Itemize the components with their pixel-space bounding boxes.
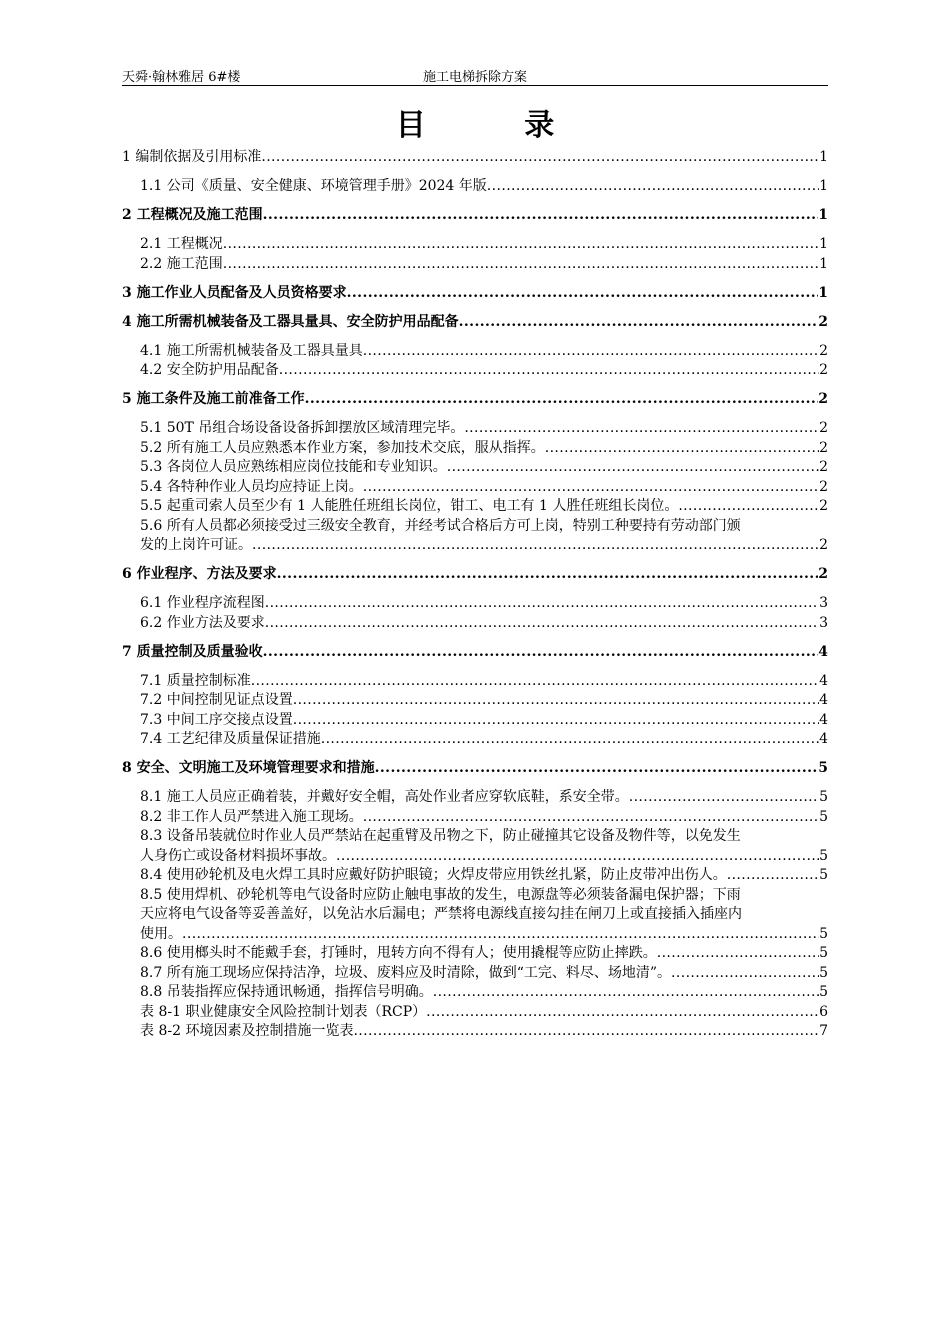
toc-dot-leader [182,925,819,945]
toc-entry[interactable] [122,788,828,808]
toc-dot-leader [261,148,819,168]
toc-dot-leader [363,808,819,828]
toc-dot-leader [293,711,819,731]
toc-entry[interactable] [122,361,828,381]
toc-dot-leader [279,361,819,381]
toc-entry[interactable] [122,827,828,866]
toc-entry[interactable] [122,691,828,711]
toc-dot-leader [678,497,819,517]
toc-entry[interactable] [122,614,828,634]
toc-dot-leader [321,730,819,750]
toc-dot-leader [671,964,819,984]
toc-entry[interactable] [122,206,828,226]
toc-page-number: 7 [819,1023,828,1039]
toc-entry-title: 5.3 各岗位人员应熟练相应岗位技能和专业知识。 [140,459,447,475]
toc-dot-leader [305,390,819,410]
toc-entry-title: 表 8-1 职业健康安全风险控制计划表（RCP） [140,1003,427,1020]
toc-entry-title: 8 安全、文明施工及环境管理要求和措施 [122,760,375,776]
toc-page-number: 1 [818,207,828,223]
toc-entry-title: 7.1 质量控制标准 [140,672,251,689]
toc-page-number: 5 [819,808,828,825]
toc-page-number: 2 [819,439,828,456]
toc-dot-leader [277,565,819,585]
toc-entry-title: 8.6 使用榔头时不能戴手套，打锤时，甩转方向不得有人；使用撬棍等应防止摔跌。 [140,945,657,961]
toc-entry-title: 8.1 施工人员应正确着装，并戴好安全帽，高处作业者应穿软底鞋，系安全带。 [140,789,629,805]
toc-page-number: 6 [819,1003,828,1020]
toc-entry-title: 6.2 作业方法及要求 [140,614,265,631]
toc-entry[interactable] [122,419,828,439]
toc-page-number: 5 [819,925,828,942]
toc-page-number: 4 [819,672,828,689]
toc-dot-leader [265,614,819,634]
toc-entry-title: 5.2 所有施工人员应熟悉本作业方案，参加技术交底，服从指挥。 [140,439,545,456]
toc-dot-leader [657,944,819,964]
toc-page-number: 2 [819,362,828,378]
toc-page-number: 5 [819,867,828,883]
toc-dot-leader [223,255,819,275]
toc-entry[interactable] [122,1003,828,1023]
toc-entry-title: 7.2 中间控制见证点设置 [140,692,293,708]
toc-entry[interactable] [122,643,828,663]
toc-entry[interactable] [122,439,828,459]
page-header [122,66,828,86]
toc-dot-leader [426,1003,819,1023]
toc-dot-leader [363,478,819,498]
toc-entry-title: 5.1 50T 吊组合场设备设备拆卸摆放区域清理完毕。 [140,420,465,436]
toc-page-number: 2 [819,478,828,495]
toc-dot-leader [447,458,819,478]
toc-dot-leader [263,206,819,226]
toc-page-number: 2 [819,459,828,475]
table-of-contents [122,148,828,1042]
toc-page-number: 1 [819,178,828,194]
toc-entry-title: 4 施工所需机械装备及工器具量具、安全防护用品配备 [122,313,459,330]
toc-page-number: 5 [818,760,828,776]
toc-entry-text-line: 8.5 使用焊机、砂轮机等电气设备时应防止触电事故的发生，电源盘等必须装备漏电保护器；下雨 [140,886,741,903]
toc-page-number: 5 [819,789,828,805]
toc-entry-title: 1 编制依据及引用标准 [122,149,262,165]
toc-entry-title: 6 作业程序、方法及要求 [122,566,277,582]
toc-entry-title: 3 施工作业人员配备及人员资格要求 [122,284,347,301]
toc-dot-leader [347,284,819,304]
toc-entry-title: 2.1 工程概况 [140,236,223,252]
header-project-name: 天舜·翰林雅居 6#楼 [122,70,241,85]
toc-entry[interactable] [122,866,828,886]
toc-entry-title: 8.7 所有施工现场应保持洁净，垃圾、废料应及时清除，做到“工完、料尽、场地清”。 [140,964,672,981]
toc-entry-title: 1.1 公司《质量、安全健康、环境管理手册》2024 年版 [140,178,487,194]
toc-dot-leader [727,866,819,886]
toc-entry[interactable] [122,711,828,731]
toc-entry[interactable] [122,808,828,828]
toc-entry[interactable] [122,517,828,556]
toc-entry[interactable] [122,148,828,168]
toc-dot-leader [375,759,819,779]
toc-entry-title: 4.2 安全防护用品配备 [140,362,279,378]
toc-entry[interactable] [122,284,828,304]
page-title: 目 录 [395,108,599,143]
toc-entry[interactable] [122,565,828,585]
toc-entry-title: 表 8-2 环境因素及控制措施一览表 [140,1023,354,1039]
toc-page-number: 3 [819,614,828,631]
toc-dot-leader [223,235,819,255]
toc-entry[interactable] [122,177,828,197]
toc-entry-title: 8.4 使用砂轮机及电火焊工具时应戴好防护眼镜；火焊皮带应用铁丝扎紧，防止皮带冲出伤人。 [140,867,727,883]
toc-dot-leader [629,788,819,808]
toc-entry-title: 5 施工条件及施工前准备工作 [122,391,305,407]
toc-dot-leader [263,643,819,663]
toc-dot-leader [459,313,819,333]
toc-entry[interactable] [122,594,828,614]
toc-page-number: 3 [819,595,828,611]
toc-entry[interactable] [122,497,828,517]
toc-entry-title: 使用。 [140,925,182,942]
toc-dot-leader [487,177,819,197]
toc-entry[interactable] [122,255,828,275]
toc-page-number: 4 [818,643,828,660]
toc-entry[interactable] [122,313,828,333]
toc-page-number: 2 [818,566,828,582]
toc-entry[interactable] [122,759,828,779]
toc-dot-leader [252,536,819,556]
toc-page-number: 2 [819,537,828,553]
toc-entry-title: 8.8 吊装指挥应保持通讯畅通，指挥信号明确。 [140,984,433,1000]
toc-page-number: 1 [819,236,828,252]
toc-entry-title: 发的上岗许可证。 [140,537,252,553]
toc-entry[interactable] [122,983,828,1003]
toc-entry-title: 5.4 各特种作业人员均应持证上岗。 [140,478,363,495]
toc-dot-leader [363,342,819,362]
toc-entry[interactable] [122,886,828,945]
toc-page-number: 1 [819,149,828,165]
toc-entry-title: 7 质量控制及质量验收 [122,643,263,660]
toc-entry[interactable] [122,235,828,255]
toc-entry-title: 6.1 作业程序流程图 [140,595,265,611]
toc-entry[interactable] [122,342,828,362]
toc-entry-title: 2.2 施工范围 [140,255,223,272]
toc-dot-leader [336,847,819,867]
toc-entry[interactable] [122,458,828,478]
toc-page-number: 1 [819,255,828,272]
toc-page-number: 2 [818,391,828,407]
toc-page-number: 2 [819,498,828,514]
toc-entry-title: 7.3 中间工序交接点设置 [140,711,293,728]
header-document-title: 施工电梯拆除方案 [422,70,527,85]
toc-entry-title: 5.5 起重司索人员至少有 1 人能胜任班组长岗位，钳工、电工有 1 人胜任班组长岗位。 [140,498,679,514]
toc-page-number: 2 [819,342,828,359]
toc-entry[interactable] [122,390,828,410]
toc-dot-leader [293,691,819,711]
toc-page-number: 4 [819,692,828,708]
toc-entry[interactable] [122,944,828,964]
toc-entry[interactable] [122,478,828,498]
toc-entry-title: 2 工程概况及施工范围 [122,207,263,223]
toc-page-number: 5 [819,945,828,961]
toc-entry-text-line: 天应将电气设备等妥善盖好，以免沾水后漏电；严禁将电源线直接勾挂在闸刀上或直接插入插座内 [140,906,742,922]
toc-entry-text-line: 5.6 所有人员都必须接受过三级安全教育，并经考试合格后方可上岗，特别工种要持有劳动部门颁 [140,517,741,534]
toc-entry[interactable] [122,730,828,750]
toc-page-number: 2 [818,313,828,330]
toc-entry[interactable] [122,672,828,692]
toc-entry[interactable] [122,1022,828,1042]
toc-page-number: 4 [819,711,828,728]
toc-entry-title: 8.2 非工作人员严禁进入施工现场。 [140,808,363,825]
toc-dot-leader [464,419,819,439]
toc-page-number: 1 [818,284,828,301]
toc-dot-leader [251,672,819,692]
toc-entry-title: 7.4 工艺纪律及质量保证措施 [140,731,321,747]
toc-page-number: 5 [819,964,828,981]
toc-entry-title: 人身伤亡或设备材料损坏事故。 [140,847,336,864]
toc-dot-leader [353,1022,819,1042]
toc-page-number: 5 [819,984,828,1000]
toc-entry-title: 4.1 施工所需机械装备及工器具量具 [140,342,363,359]
toc-dot-leader [265,594,819,614]
toc-entry-text-line: 8.3 设备吊装就位时作业人员严禁站在起重臂及吊物之下，防止碰撞其它设备及物件等，以免发生 [140,828,741,844]
toc-entry[interactable] [122,964,828,984]
toc-dot-leader [545,439,819,459]
toc-page-number: 2 [819,420,828,436]
toc-page-number: 4 [819,731,828,747]
toc-dot-leader [433,983,819,1003]
toc-page-number: 5 [819,847,828,864]
